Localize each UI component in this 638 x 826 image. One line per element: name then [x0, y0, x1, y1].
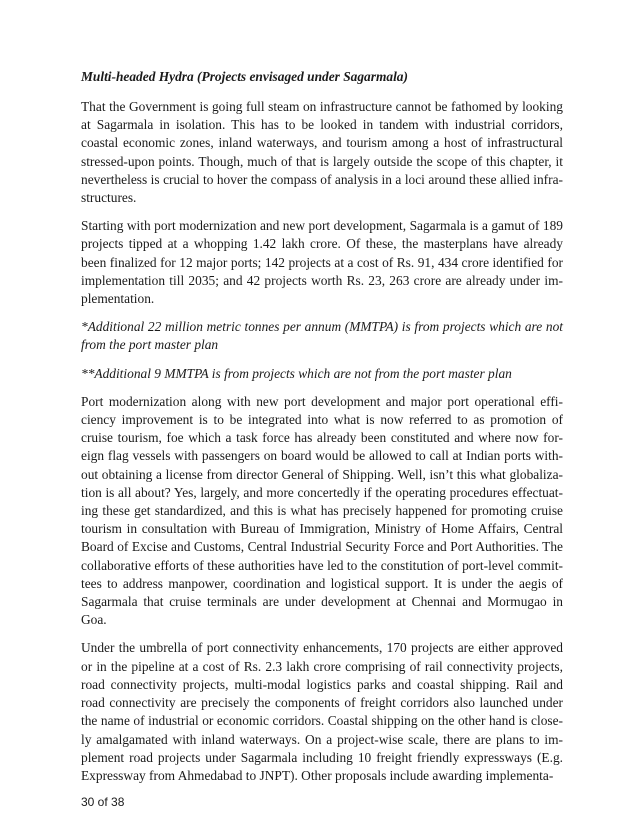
document-page [81, 68, 563, 795]
footnote-9-mmtpa: **Additional 9 MMTPA is from projects which are not from the port master plan [81, 365, 512, 381]
footnote-22-mmtpa: *Additional 22 million metric tonnes per annum (MMTPA) is from projects which are not from the port master plan [81, 319, 563, 353]
paragraph-intro: That the Government is going full steam on infrastructure cannot be fathomed by looking at Sagarmala in isolation. This has to be looked in tandem with industrial corridors, coastal economic zones, inland waterways, and tourism among a host of infrastructural stressed-upon points. Though, much of that is largely outside the scope of this chapter, it nevertheless is crucial to hover the compass of analysis in a loci around these allied infra-structures. [81, 99, 563, 206]
page-number: 30 of 38 [81, 795, 125, 809]
paragraph-port-modernization: Starting with port modernization and new port development, Sagarmala is a gamut of 189 projects tipped at a whopping 1.42 lakh crore. Of these, the masterplans have already been finalized for 12 major ports; 142 projects at a cost of Rs. 91, 434 crore identified for implementation till 2035; and 42 projects worth Rs. 23, 263 crore are already under im-plementation. [81, 218, 563, 307]
section-heading: Multi-headed Hydra (Projects envisaged under Sagarmala) [81, 69, 408, 84]
paragraph-port-connectivity: Under the umbrella of port connectivity enhancements, 170 projects are either approved or in the pipeline at a cost of Rs. 2.3 lakh crore comprising of rail connectivity projects, road connectivity projects, multi-modal logistics parks and coastal shipping. Rail and road connectivity are precisely the components of freight corridors also launched under the name of industrial or economic corridors. Coastal shipping on the other hand is close-ly amalgamated with inland waterways. On a project-wise scale, there are plans to im-plement road projects under Sagarmala including 10 freight friendly expressways (E.g. Expressway from Ahmedabad to JNPT). Other proposals include awarding implementa- [81, 640, 563, 783]
paragraph-cruise-tourism: Port modernization along with new port development and major port operational effi-ciency improvement is to be integrated into what is now referred to as promotion of cruise tourism, foe which a task force has already been constituted and where now for-eign flag vessels with passengers on board would be allowed to call at Indian ports with-out obtaining a license from director General of Shipping. Well, isn’t this what globaliza-tion is all about? Yes, largely, and more concertedly if the operating procedures effectuat-ing these get standardized, and this is what has precisely happened for promoting cruise tourism in consultation with Bureau of Immigration, Ministry of Home Affairs, Central Board of Excise and Customs, Central Industrial Security Force and Port Authorities. The collaborative efforts of these authorities have led to the constitution of port-level commit-tees to address manpower, coordination and logistical support. It is under the aegis of Sagarmala that cruise terminals are under development at Chennai and Mormugao in Goa. [81, 393, 563, 628]
